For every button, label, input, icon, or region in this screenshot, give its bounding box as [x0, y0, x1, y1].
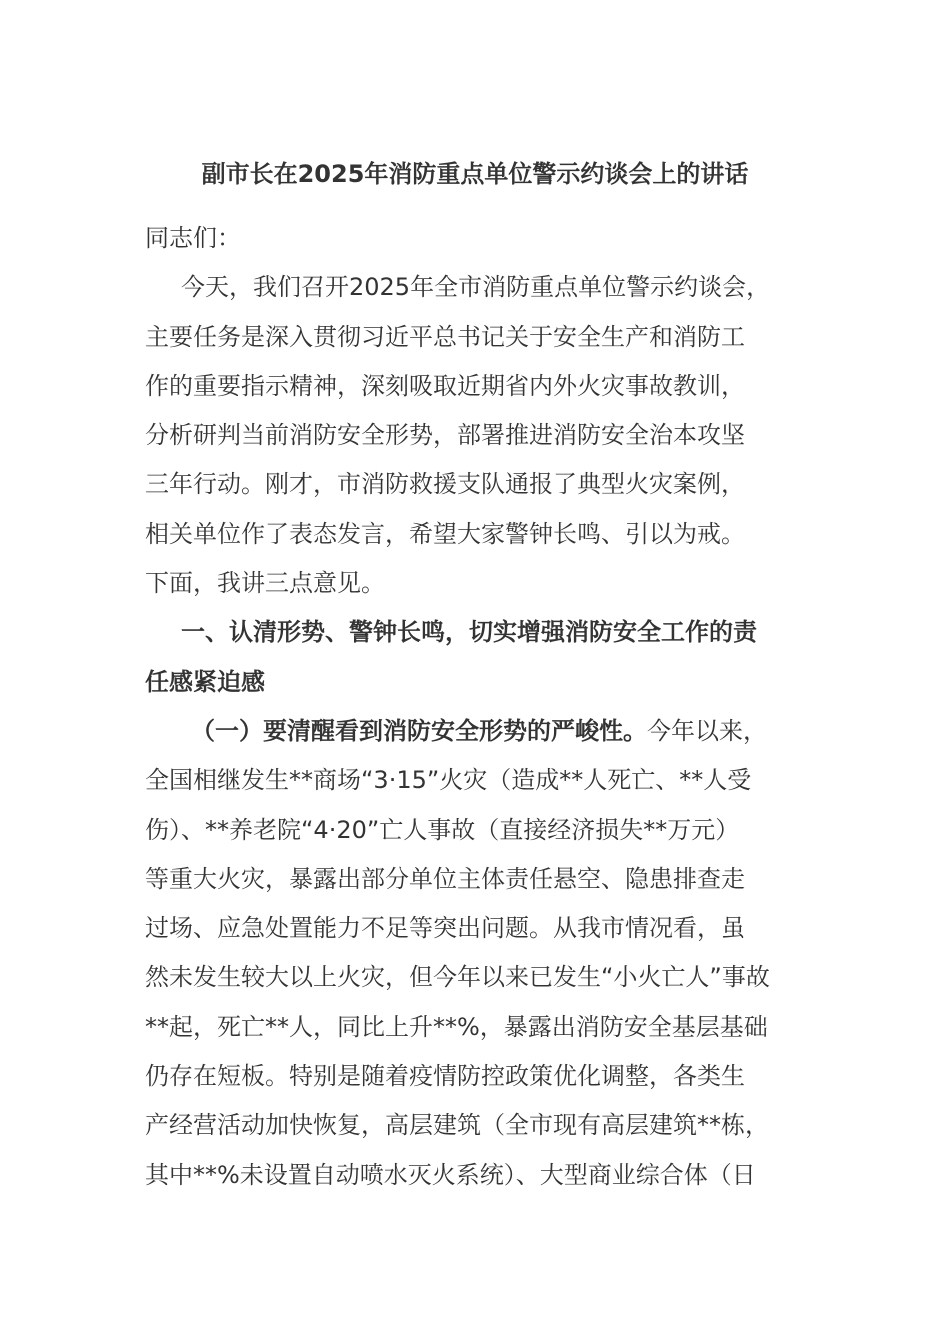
subsection-line: 仍存在短板。特别是随着疫情防控政策优化调整，各类生: [145, 1062, 745, 1091]
subsection-line: 其中**%未设置自动喷水灭火系统）、大型商业综合体（日: [145, 1160, 756, 1189]
intro-line: 作的重要指示精神，深刻吸取近期省内外火灾事故教训，: [145, 371, 745, 400]
intro-line: 今天，我们召开2025年全市消防重点单位警示约谈会，: [181, 273, 771, 302]
subsection-line: 然未发生较大以上火灾，但今年以来已发生“小火亡人”事故: [145, 963, 770, 992]
intro-line: 主要任务是深入贯彻习近平总书记关于安全生产和消防工: [145, 322, 745, 351]
subsection-paragraph-continued: [145, 756, 825, 1200]
subsection-line: 伤）、**养老院“4·20”亡人事故（直接经济损失**万元）: [145, 815, 740, 844]
document-title: 副市长在2025年消防重点单位警示约谈会上的讲话: [201, 160, 749, 188]
intro-line: 分析研判当前消防安全形势，部署推进消防安全治本攻坚: [145, 421, 745, 450]
intro-paragraph-continued: [145, 313, 825, 609]
intro-paragraph: [145, 263, 825, 312]
intro-line: 下面，我讲三点意见。: [145, 569, 385, 598]
subsection-line: 过场、应急处置能力不足等突出问题。从我市情况看，虽: [145, 914, 745, 943]
intro-line: 相关单位作了表态发言，希望大家警钟长鸣、引以为戒。: [145, 519, 745, 548]
subsection-first-line-rest: 今年以来，: [647, 716, 767, 745]
section-heading-continued: [145, 658, 825, 707]
subsection-first-line: [145, 707, 825, 756]
subsection-line: 产经营活动加快恢复，高层建筑（全市现有高层建筑**栋，: [145, 1111, 769, 1140]
subsection-bold-lead: （一）要清醒看到消防安全形势的严峻性。: [191, 716, 647, 745]
subsection-line: **起，死亡**人，同比上升**%，暴露出消防安全基层基础: [145, 1012, 768, 1041]
subsection-line: 全国相继发生**商场“3·15”火灾（造成**人死亡、**人受: [145, 766, 752, 795]
document-body: [145, 214, 825, 1200]
section-heading: [145, 608, 825, 657]
subsection-paragraph: [145, 707, 825, 756]
subsection-line: 等重大火灾，暴露出部分单位主体责任悬空、隐患排查走: [145, 864, 745, 893]
salutation: 同志们：: [145, 224, 241, 252]
section-heading-line: 任感紧迫感: [145, 667, 265, 696]
intro-line: 三年行动。刚才，市消防救援支队通报了典型火灾案例，: [145, 470, 745, 499]
section-heading-line: 一、认清形势、警钟长鸣，切实增强消防安全工作的责: [181, 618, 757, 647]
